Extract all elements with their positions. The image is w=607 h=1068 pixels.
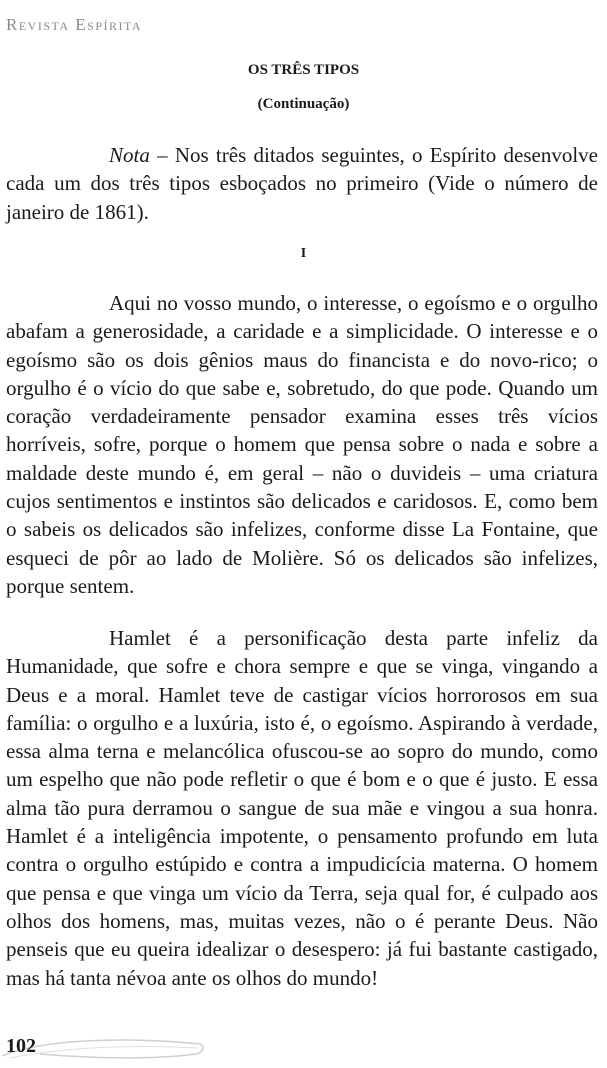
article-subtitle: (Continuação) bbox=[257, 96, 350, 112]
page-number: 102 bbox=[6, 1035, 36, 1057]
section-number: I bbox=[300, 246, 307, 261]
running-head: Revista Espírita bbox=[6, 15, 143, 34]
paragraph: Hamlet é a personificação desta parte infeliz da Humanidade, que sofre e chora sempre e que se vinga, vingando a Deus e a moral. Hamlet teve de castigar vícios horrorosos em sua família: o orgulho e a luxúria, isto é, o egoísmo. Aspirando à verdade, essa alma terna e melancólica ofuscou-se ao sopro do mundo, como um espelho que não pode refletir o que é bom e o que é justo. E essa alma tão pura derramou o sangue de sua mãe e vingou a sua honra. Hamlet é a inteligência impotente, o pensamento profundo em luta contra o orgulho estúpido e contra a impudicícia materna. O homem que pensa e que vinga um vício da Terra, seja qual for, é culpado aos olhos dos homens, mas, muitas vezes, não o é perante Deus. Não penseis que eu queira idealizar o desespero: já fui bastante castigado, mas há tanta névoa ante os olhos do mundo! bbox=[6, 626, 598, 990]
article-title: OS TRÊS TIPOS bbox=[247, 62, 360, 78]
paragraph: Aqui no vosso mundo, o interesse, o egoísmo e o orgulho abafam a generosidade, a caridade e a simplicidade. O interesse e o egoísmo são os dois gênios maus do financista e do novo-rico; o orgulho é o vício do que sabe e, sobretudo, do que pode. Quando um coração verdadeiramente pensador examina esses três vícios horríveis, sofre, porque o homem que pensa sobre o nada e sobre a maldade deste mundo é, em geral – não o duvideis – uma criatura cujos sentimentos e instintos são delicados e caridosos. E, como bem o sabeis os delicados são infelizes, conforme disse La Fontaine, que esqueci de pôr ao lado de Molière. Só os delicados são infelizes, porque sentem. bbox=[6, 291, 598, 598]
note-label: Nota bbox=[109, 143, 150, 167]
note-text: – Nos três ditados seguintes, o Espírito desenvolve cada um dos três tipos esboçados no primeiro (Vide o número de janeiro de 1861). bbox=[6, 143, 598, 224]
editor-note bbox=[6, 141, 598, 226]
